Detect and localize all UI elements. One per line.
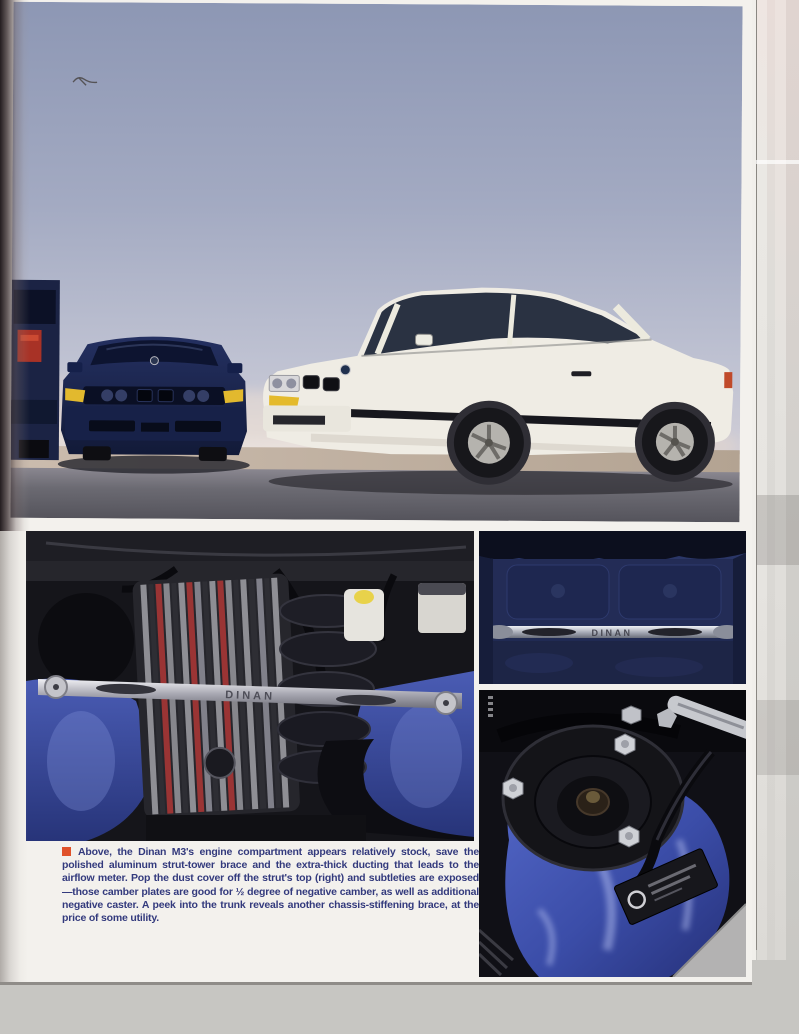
white-m3-mirror [415, 334, 432, 345]
photo-caption [62, 846, 479, 925]
page-edge-shade-band [756, 495, 799, 565]
blue-m3-front [58, 336, 251, 474]
page-edge-strip [767, 0, 775, 960]
strut-photo-art [479, 690, 746, 977]
white-m3-door-handle [571, 371, 591, 376]
caption-bullet-icon [62, 847, 71, 856]
blue-m3-roundel [150, 357, 158, 365]
photo-two-bmw-m3 [10, 2, 742, 522]
photo-engine-compartment [26, 531, 474, 841]
blue-m3-signal-left [65, 388, 85, 402]
page-bottom-edge [0, 982, 752, 985]
photo-trunk-brace [479, 531, 746, 684]
blue-m3-signal-right [223, 389, 243, 403]
engine-photo-art [26, 531, 474, 841]
trunk-photo-art [479, 531, 746, 684]
valve-cover-roundel [204, 747, 236, 779]
page-gutter-shadow-bottom [0, 531, 28, 985]
page-edge-strip [786, 0, 799, 960]
white-m3-front-wheel [454, 407, 524, 477]
trunk-chassis-brace [481, 625, 744, 639]
fan-area [38, 593, 134, 689]
engine-brace-engraving: DINAN [224, 689, 276, 703]
white-m3-roundel [340, 365, 350, 375]
caption-text: Above, the Dinan M3's engine compartment appears relatively stock, save the polished aluminum strut-tower brace and the extra-thick ducting that leads to the airflow meter. Pop the dust cover off the strut's top (right) and subtleties are exposed—those camber plates are good for ½ degree of negative camber, as well as additional negative caster. A peek into the trunk reveals another chassis-stiffening brace, at the price of some utility. [62, 846, 479, 925]
trunk-top-shadow [479, 531, 746, 562]
page-edge-highlight-band [756, 160, 799, 164]
white-m3-kidney-grille [303, 376, 319, 389]
white-m3-taillight [724, 372, 732, 388]
main-photo-art [10, 2, 742, 522]
blue-m3-mirror-left [67, 362, 82, 372]
page-edge-shade-band [756, 700, 799, 775]
yellow-cap [354, 590, 374, 604]
page-gutter-shadow-top [0, 0, 30, 531]
page-edge-strip [757, 0, 767, 960]
photo-strut-camber-plate [479, 690, 746, 977]
page-edge-strip [775, 0, 786, 960]
trunk-brace-engraving: DINAN [591, 628, 633, 638]
blue-m3-mirror-right [227, 363, 242, 373]
white-m3-rear-wheel [642, 409, 708, 475]
